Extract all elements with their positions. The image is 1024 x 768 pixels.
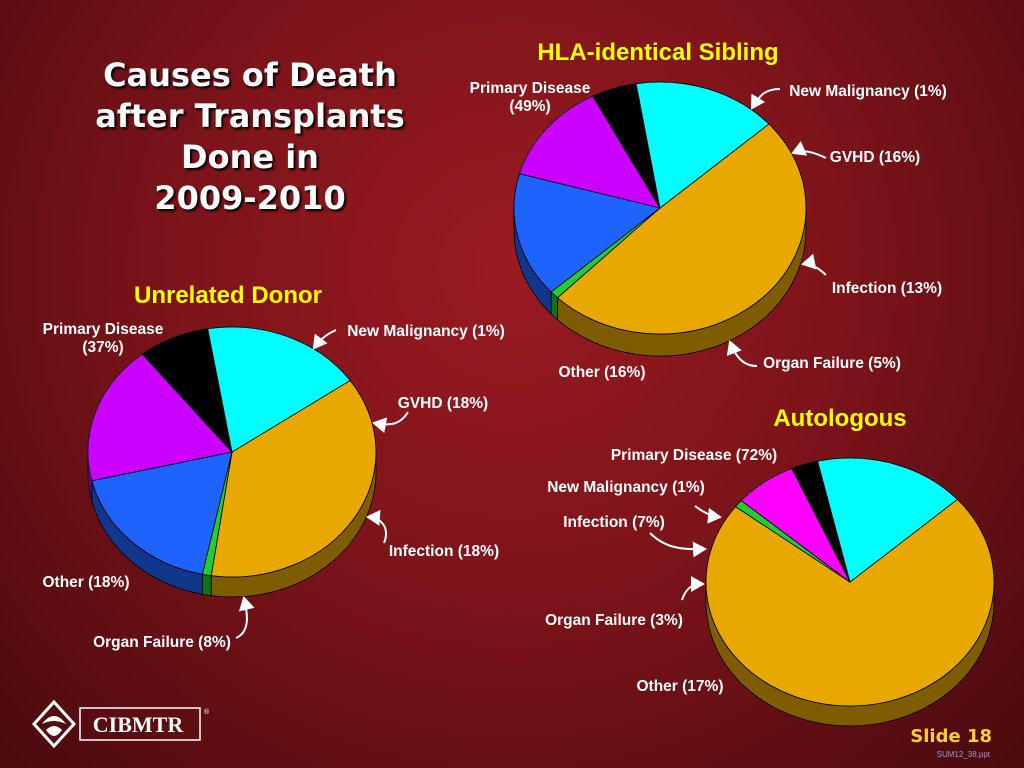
pie-sibling: [514, 82, 806, 356]
slice-label-unrelated-other: Other (18%): [42, 574, 130, 591]
pie-unrelated: [88, 327, 376, 597]
slice-label-sibling-new-malignancy: New Malignancy (1%): [789, 83, 947, 100]
chart-title-unrelated: Unrelated Donor: [133, 282, 323, 309]
pie-unrelated-side-new-malignancy: [202, 574, 211, 595]
label-arrow-unrelated-gvhd: [374, 412, 408, 424]
label-arrow-sibling-new-malignancy: [752, 89, 780, 108]
label-arrow-sibling-organ-failure: [730, 342, 757, 366]
label-arrow-autologous-organ-failure: [682, 584, 703, 600]
label-arrow-autologous-new-malignancy: [695, 506, 720, 517]
slice-label-unrelated-gvhd: GVHD (18%): [397, 395, 489, 412]
slice-label-autologous-organ-failure: Organ Failure (3%): [545, 612, 683, 629]
logo-registered-mark: ®: [204, 709, 210, 716]
slice-label-sibling-gvhd: GVHD (16%): [829, 149, 921, 166]
chart-title-sibling: HLA-identical Sibling: [537, 39, 779, 66]
logo-text: CIBMTR: [92, 712, 184, 737]
slice-label-sibling-infection: Infection (13%): [831, 280, 943, 297]
logo-diamond-icon: [30, 698, 210, 750]
label-arrow-autologous-infection: [650, 533, 705, 549]
file-reference: SUM12_38.ppt: [936, 750, 990, 759]
slice-label-autologous-primary-disease: Primary Disease (72%): [610, 447, 778, 464]
slice-label-sibling-other: Other (16%): [558, 364, 646, 381]
label-arrow-unrelated-new-malignancy: [314, 330, 336, 348]
slice-label-unrelated-primary-disease: Primary Disease (37%): [42, 321, 164, 356]
slice-label-autologous-new-malignancy: New Malignancy (1%): [547, 479, 705, 496]
label-arrow-unrelated-organ-failure: [236, 598, 247, 638]
slice-label-autologous-infection: Infection (7%): [563, 514, 665, 531]
slice-label-unrelated-new-malignancy: New Malignancy (1%): [347, 323, 505, 340]
slice-label-unrelated-organ-failure: Organ Failure (8%): [93, 634, 231, 651]
slice-label-sibling-organ-failure: Organ Failure (5%): [763, 355, 901, 372]
slice-label-unrelated-infection: Infection (18%): [388, 543, 500, 560]
slide-title: Causes of Death after Transplants Done in 2009-2010: [95, 56, 405, 217]
slide-number: Slide 18: [910, 726, 992, 747]
pie-autologous: [706, 458, 994, 726]
slice-label-autologous-other: Other (17%): [636, 678, 724, 695]
chart-title-autologous: Autologous: [773, 405, 907, 432]
label-arrow-unrelated-infection: [368, 517, 386, 543]
slice-label-sibling-primary-disease: Primary Disease (49%): [469, 80, 591, 115]
label-arrow-sibling-gvhd: [793, 151, 826, 158]
label-arrow-sibling-infection: [803, 264, 826, 275]
cibmtr-logo: [30, 698, 210, 750]
